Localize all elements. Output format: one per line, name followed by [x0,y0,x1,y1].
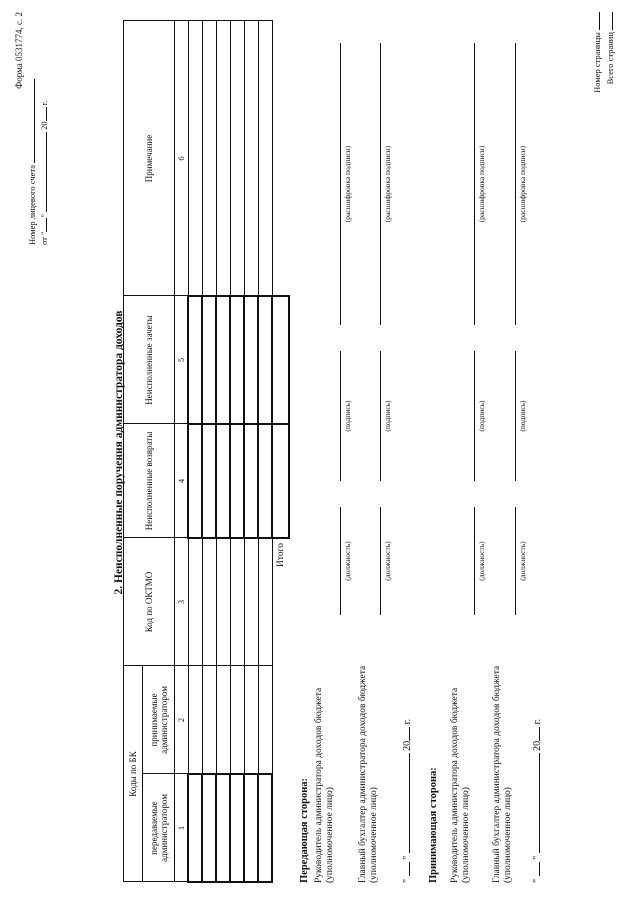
receiving-accountant-decoding-field[interactable] [515,43,516,325]
position-caption: (должность) [383,541,392,581]
receiving-head-position-field[interactable] [474,507,475,615]
table-cell[interactable] [230,774,244,882]
transferring-date [400,719,413,883]
table-cell[interactable] [258,666,272,774]
transferring-accountant-decoding-field[interactable] [380,43,381,325]
table-row [230,21,244,882]
note-header: Примечание [124,21,175,296]
receiving-head-decoding-field[interactable] [474,43,475,325]
date-quote: " [402,878,413,883]
receiving-date-day-field[interactable] [530,862,540,876]
unfulfilled-orders-table [123,20,290,883]
total-label: Итого [276,542,286,568]
page-info [590,12,616,93]
decoding-caption: (расшифровка подписи) [343,145,352,223]
table-cell[interactable] [202,774,216,882]
signature-caption: (подпись) [383,400,392,432]
section-title: 2. Неисполненные поручения администратора доходов [113,310,125,595]
transferring-date-day-field[interactable] [400,862,410,876]
bk-codes-header: Коды по БК [124,666,143,882]
column-number: 4 [175,424,189,538]
signature-caption: (подпись) [477,400,486,432]
account-number-field[interactable] [26,79,35,163]
receiving-accountant-label: Главный бухгалтер администратора доходов бюджета (уполномоченное лицо) [492,665,513,883]
table-cell[interactable] [202,296,216,424]
table-cell[interactable] [202,424,216,538]
table-cell[interactable] [258,538,272,666]
column-number: 3 [175,538,189,666]
column-number: 2 [175,666,189,774]
table-cell[interactable] [258,774,272,882]
receiving-accountant-signature-field[interactable] [515,351,516,481]
transferring-head-decoding-field[interactable] [340,43,341,325]
position-caption: (должность) [477,541,486,581]
table-row [244,21,258,882]
decoding-caption: (расшифровка подписи) [518,145,527,223]
table-cell[interactable] [188,21,202,296]
date-year-suffix: г. [532,718,543,725]
table-cell[interactable] [216,296,230,424]
table-cell[interactable] [258,424,272,538]
table-cell[interactable] [216,774,230,882]
account-date-day-field[interactable] [38,218,47,232]
transferred-by-header: передаваемые администратором [143,774,175,882]
account-date-year-field[interactable] [38,107,47,121]
date-year-prefix: 20 [402,740,413,751]
column-number: 5 [175,296,189,424]
table-cell[interactable] [216,666,230,774]
table-cell[interactable] [202,21,216,296]
table-cell[interactable] [230,21,244,296]
table-cell[interactable] [188,424,202,538]
date-quote: " [532,855,543,860]
page-number-label: Номер страницы [592,32,602,93]
account-number-label: Номер лицевого счета [27,165,37,245]
table-cell[interactable] [258,21,272,296]
table-row [188,21,202,882]
total-pages-field[interactable] [603,12,613,30]
table-cell[interactable] [230,538,244,666]
total-offsets-cell[interactable] [272,296,289,424]
table-cell[interactable] [244,296,258,424]
account-date-from: от " [39,231,49,245]
column-number: 6 [175,21,189,296]
table-cell[interactable] [244,774,258,882]
table-cell[interactable] [188,296,202,424]
table-cell[interactable] [216,424,230,538]
table-cell[interactable] [188,666,202,774]
account-date-year-prefix: 20 [39,121,49,130]
date-year-suffix: г. [402,718,413,725]
form-number: Форма 0531774, с. 2 [14,12,24,89]
table-cell[interactable] [244,424,258,538]
date-quote: " [402,855,413,860]
table-cell[interactable] [216,538,230,666]
signature-caption: (подпись) [343,400,352,432]
table-row [202,21,216,882]
transferring-head-label: Руководитель администратора доходов бюджета (уполномоченное лицо) [314,687,335,883]
account-number-block [26,79,50,245]
offsets-header: Неисполненные зачеты [124,296,175,424]
table-row [216,21,230,882]
total-pages-label: Всего страниц [605,32,615,85]
table-cell[interactable] [244,538,258,666]
receiving-date [530,719,543,883]
table-cell[interactable] [244,666,258,774]
date-quote: " [532,878,543,883]
total-returns-cell[interactable] [272,424,289,538]
table-cell[interactable] [230,666,244,774]
transferring-date-year-field[interactable] [400,727,410,741]
position-caption: (должность) [343,541,352,581]
transferring-head-signature-field[interactable] [340,351,341,481]
account-date-quote: " [39,214,49,218]
page-number-field[interactable] [590,12,600,30]
accepted-by-header: принимаемые администратором [143,666,175,774]
transferring-heading: Передающая сторона: [299,777,310,883]
decoding-caption: (расшифровка подписи) [383,145,392,223]
column-number: 1 [175,774,189,882]
date-year-prefix: 20 [532,740,543,751]
transferring-accountant-signature-field[interactable] [380,351,381,481]
table-cell[interactable] [244,21,258,296]
position-caption: (должность) [518,541,527,581]
oktmo-header: Код по ОКТМО [124,538,175,666]
transferring-date-month-field[interactable] [400,753,410,853]
receiving-date-year-field[interactable] [530,727,540,741]
table-cell[interactable] [202,538,216,666]
table-cell[interactable] [230,296,244,424]
transferring-accountant-position-field[interactable] [380,507,381,615]
table-row [258,21,272,882]
signature-caption: (подпись) [518,400,527,432]
table-cell[interactable] [230,424,244,538]
transferring-accountant-label: Главный бухгалтер администратора доходов бюджета (уполномоченное лицо) [358,665,379,883]
receiving-head-label: Руководитель администратора доходов бюджета (уполномоченное лицо) [450,687,471,883]
receiving-head-signature-field[interactable] [474,351,475,481]
account-date-year-suffix: г. [39,100,49,106]
table-cell[interactable] [258,296,272,424]
receiving-date-month-field[interactable] [530,753,540,853]
table-cell[interactable] [188,538,202,666]
table-cell[interactable] [202,666,216,774]
table-cell[interactable] [188,774,202,882]
table-cell[interactable] [216,21,230,296]
receiving-heading: Принимающая сторона: [428,767,439,883]
receiving-accountant-position-field[interactable] [515,507,516,615]
total-row [272,21,289,882]
returns-header: Неисполненные возвраты [124,424,175,538]
decoding-caption: (расшифровка подписи) [477,145,486,223]
account-date-month-field[interactable] [38,132,47,212]
transferring-head-position-field[interactable] [340,507,341,615]
